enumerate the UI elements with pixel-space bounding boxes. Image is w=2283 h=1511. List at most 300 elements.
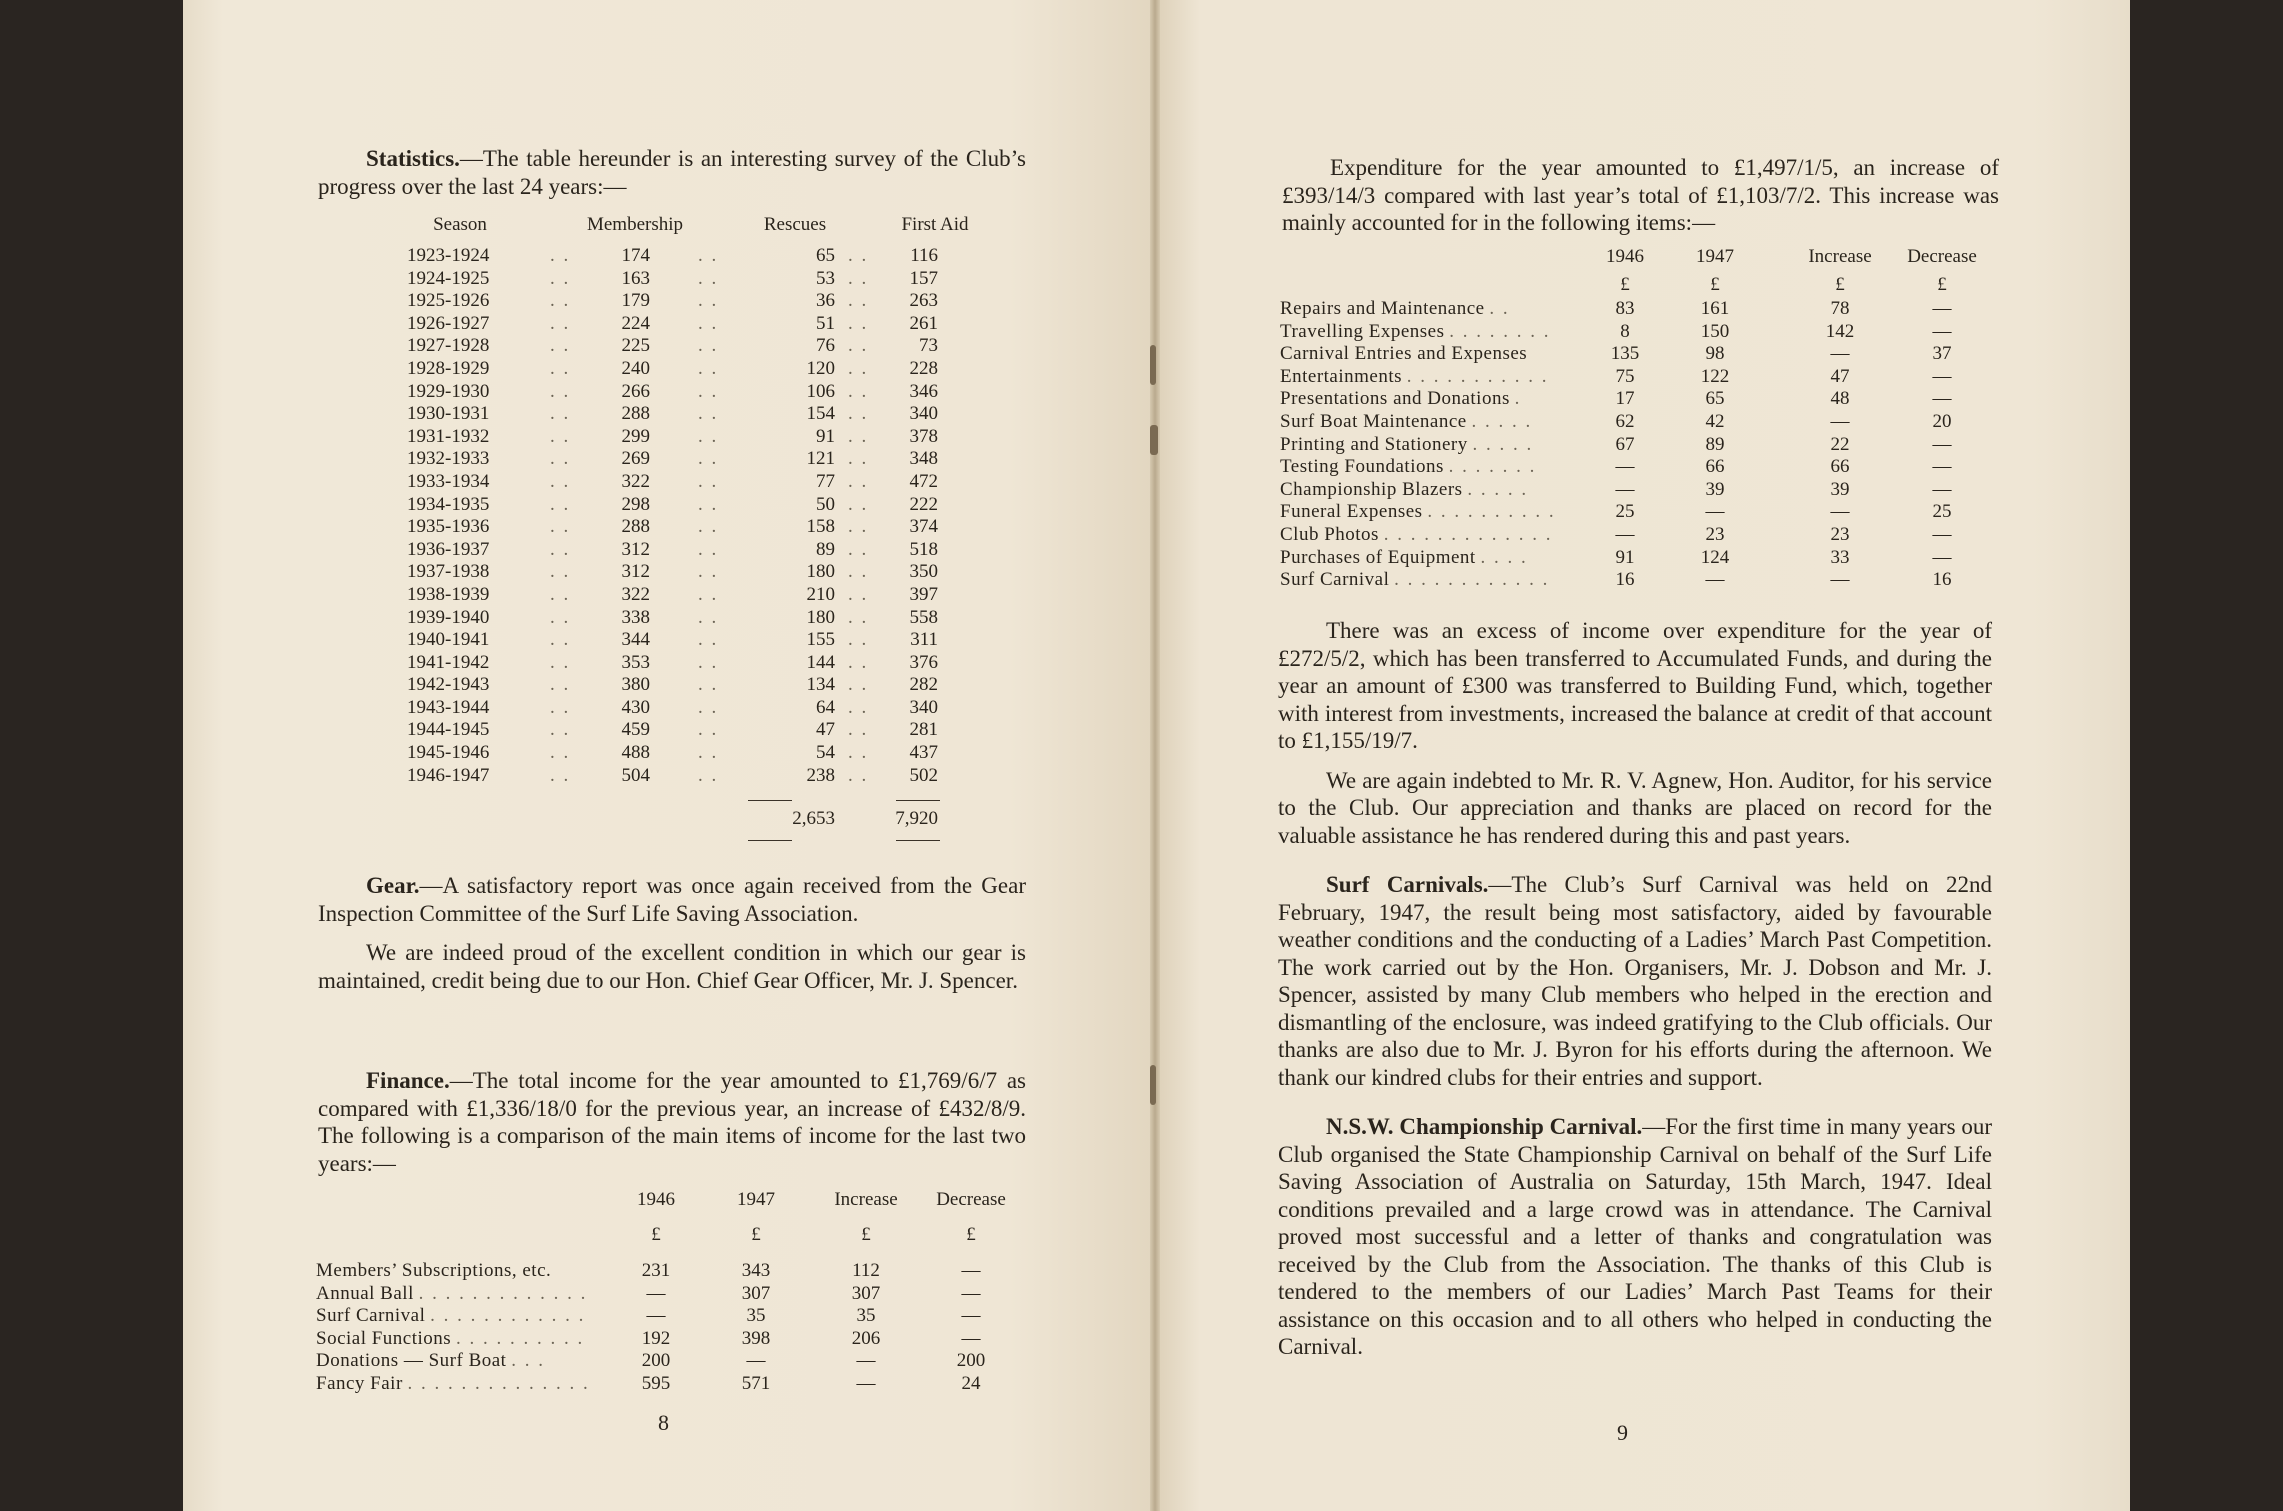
season-cell: 1939-1940 [407,606,490,628]
row-dots: . . [550,538,571,560]
rescues-cell: 89 [816,538,835,560]
rescues-cell: 47 [816,719,835,741]
gear-heading: Gear. [366,873,420,898]
value-1946: 135 [1610,343,1640,365]
row-dots: . . [848,583,869,605]
income-currency-1946: £ [651,1224,661,1245]
table-row [1280,456,2000,479]
table-row [316,1283,1036,1306]
row-dots: . . [550,561,571,583]
nsw-carnival-heading: N.S.W. Championship Carnival. [1326,1114,1643,1139]
item-label [1280,569,1580,592]
value-1946: — [646,1305,666,1327]
item-dots: . . . . . . . . . . . . . . [407,1372,590,1394]
row-dots: . . [698,583,719,605]
item-name: Members’ Subscriptions, etc. [316,1260,552,1281]
table-row [1280,388,2000,411]
membership-cell: 322 [621,583,650,605]
row-dots: . . [550,651,571,673]
first-aid-cell: 397 [909,583,938,605]
item-dots: . . . . . . . . . . [455,1327,585,1349]
item-name: Surf Carnival [1280,569,1390,591]
membership-cell: 312 [621,561,650,583]
first-aid-cell: 376 [909,651,938,673]
membership-cell: 288 [621,516,650,538]
table-row [300,742,1020,765]
row-dots: . . [848,719,869,741]
rescues-cell: 54 [816,742,835,764]
row-dots: . . [550,764,571,786]
value-decrease: 37 [1932,343,1952,365]
row-dots: . . [550,629,571,651]
row-dots: . . [550,606,571,628]
season-cell: 1941-1942 [407,651,490,673]
item-label [316,1373,616,1396]
value-decrease: — [1932,523,1952,545]
value-1947: 66 [1705,456,1725,478]
rescues-cell: 64 [816,696,835,718]
value-decrease: 24 [961,1372,981,1394]
row-dots: . . [550,719,571,741]
item-name: Purchases of Equipment [1280,546,1476,568]
statistics-table-header [300,214,1020,238]
rescues-cell: 180 [806,561,835,583]
first-aid-cell: 281 [909,719,938,741]
item-name: Annual Ball [316,1282,414,1304]
rescues-cell: 120 [806,357,835,379]
value-1947: 122 [1700,365,1730,387]
row-dots: . . [698,516,719,538]
item-dots: . . . . . [1471,410,1533,432]
value-1947: 35 [746,1305,766,1327]
value-1946: 8 [1620,320,1630,342]
binding-mark [1150,425,1158,455]
season-cell: 1933-1934 [407,470,490,492]
value-increase: 206 [851,1327,881,1349]
item-name: Social Functions [316,1327,452,1349]
first-aid-cell: 348 [909,448,938,470]
row-dots: . . [550,335,571,357]
season-cell: 1934-1935 [407,493,490,515]
first-aid-cell: 518 [909,538,938,560]
value-1946: — [1615,456,1635,478]
expenditure-currency-1946: £ [1620,274,1630,295]
row-dots: . . [550,380,571,402]
value-1946: — [1615,523,1635,545]
item-name: Travelling Expenses [1280,320,1445,342]
statistics-section [318,145,1026,200]
table-row [1280,411,2000,434]
table-row [300,584,1020,607]
value-decrease: 16 [1932,569,1952,591]
item-name: Printing and Stationery [1280,433,1468,455]
item-name: Donations — Surf Boat [316,1350,507,1372]
season-cell: 1927-1928 [407,335,490,357]
value-1947: — [746,1350,766,1372]
value-1946: — [1615,478,1635,500]
first-aid-total: 7,920 [895,808,938,829]
table-row [300,245,1020,268]
item-label [316,1283,616,1306]
statistics-text: —The table hereunder is an interesting survey of the Club’s progress over the last 24 years:— [318,146,1026,199]
row-dots: . . [550,742,571,764]
table-row [300,719,1020,742]
value-increase: 23 [1830,523,1850,545]
auditor-paragraph: We are again indebted to Mr. R. V. Agnew, Hon. Auditor, for his service to the Club. Our appreciation and thanks are placed on record for the valuable assistance he has rendered during this and past years. [1278,767,1992,848]
season-cell: 1928-1929 [407,357,490,379]
item-label [1280,343,1580,366]
membership-cell: 225 [621,335,650,357]
item-label [1280,321,1580,344]
row-dots: . . [550,425,571,447]
finance-paragraph [318,1067,1026,1177]
table-row [316,1305,1036,1328]
item-name: Surf Carnival [316,1305,426,1327]
first-aid-cell: 374 [909,516,938,538]
membership-cell: 240 [621,357,650,379]
item-dots: . . . . . . . [1448,456,1537,478]
first-aid-cell: 282 [909,674,938,696]
rescues-cell: 77 [816,470,835,492]
row-dots: . . [698,651,719,673]
item-dots: . . . . . . . . . . . . . [1383,523,1553,545]
membership-cell: 353 [621,651,650,673]
first-aid-cell: 558 [909,606,938,628]
membership-cell: 269 [621,448,650,470]
membership-cell: 504 [621,764,650,786]
binding-mark [1150,1065,1156,1105]
row-dots: . . [848,267,869,289]
item-name: Repairs and Maintenance [1280,298,1485,319]
value-increase: 33 [1830,546,1850,568]
season-cell: 1932-1933 [407,448,490,470]
excess-paragraph: There was an excess of income over expenditure for the year of £272/5/2, which has been transferred to Accumulated Funds, and during the year an amount of £300 was transferred to Building Fund, which, together with interest from investments, increased the balance at credit of that account to £1,155/19/7. [1278,618,1992,753]
season-cell: 1940-1941 [407,629,490,651]
first-aid-cell: 346 [909,380,938,402]
rescues-total-rule-bottom [748,840,792,841]
table-row [1280,321,2000,344]
row-dots: . . [848,516,869,538]
row-dots: . . [848,335,869,357]
table-row [300,516,1020,539]
row-dots: . . [848,380,869,402]
item-name: Surf Boat Maintenance [1280,410,1467,432]
row-dots: . . [848,493,869,515]
right-page-text [1278,617,1992,1361]
season-cell: 1937-1938 [407,561,490,583]
table-row [300,629,1020,652]
expenditure-currency-row [1280,274,2000,298]
table-row [300,358,1020,381]
table-row [300,652,1020,675]
item-name: Club Photos [1280,523,1379,545]
value-1946: 17 [1615,388,1635,410]
value-1947: — [1705,501,1725,523]
value-increase: 112 [852,1260,880,1281]
value-1947: — [1705,569,1725,591]
row-dots: . . [550,493,571,515]
header-season: Season [433,214,487,235]
item-name: Carnival Entries and Expenses [1280,343,1528,365]
row-dots: . . [698,425,719,447]
row-dots: . . [550,583,571,605]
gear-paragraph-2: We are indeed proud of the excellent condition in which our gear is maintained, credit being due to our Hon. Chief Gear Officer, Mr. J. Spencer. [318,940,1026,993]
season-cell: 1942-1943 [407,674,490,696]
item-dots: . . . . [1480,546,1528,568]
row-dots: . . [550,290,571,312]
rescues-cell: 155 [806,629,835,651]
membership-cell: 174 [621,245,650,266]
row-dots: . . [550,403,571,425]
income-currency-increase: £ [861,1224,871,1245]
table-row [300,290,1020,313]
season-cell: 1929-1930 [407,380,490,402]
expenditure-header-increase: Increase [1808,246,1872,267]
statistics-paragraph [318,145,1026,200]
item-dots: . . . . . . . . . . . [1406,365,1549,387]
value-decrease: 20 [1932,410,1952,432]
item-dots: . . [1489,298,1510,319]
row-dots: . . [550,470,571,492]
membership-cell: 380 [621,674,650,696]
row-dots: . . [698,629,719,651]
gear-text: —A satisfactory report was once again received from the Gear Inspection Committee of the Surf Life Saving Association. [318,873,1026,926]
value-increase: 39 [1830,478,1850,500]
rescues-cell: 106 [806,380,835,402]
rescues-cell: 121 [806,448,835,470]
value-1946: 67 [1615,433,1635,455]
item-label [316,1260,616,1283]
row-dots: . . [698,561,719,583]
surf-carnivals-text: —The Club’s Surf Carnival was held on 22nd February, 1947, the result being most satisfactory, aided by favourable weather conditions and the conducting of a Ladies’ March Past Competition. The work carried out by the Hon. Organisers, Mr. J. Dobson and Mr. J. Spencer, assisted by many Club members who helped in the erection and dismantling of the enclosure, was indeed gratifying to the Club officials. Our thanks are also due to Mr. J. Byron for his efforts during the afternoon. We thank our kindred clubs for their entries and support. [1278,872,1992,1090]
expenditure-header-1946: 1946 [1606,246,1644,267]
season-cell: 1931-1932 [407,425,490,447]
value-decrease: — [1932,388,1952,410]
expenditure-currency-decrease: £ [1937,274,1947,295]
table-row [300,765,1020,788]
item-dots: . . . . . [1472,433,1534,455]
value-decrease: — [1932,320,1952,342]
season-cell: 1925-1926 [407,290,490,312]
item-name: Championship Blazers [1280,478,1463,500]
row-dots: . . [550,245,571,266]
expenditure-currency-1947: £ [1710,274,1720,295]
row-dots: . . [848,629,869,651]
table-row [300,471,1020,494]
membership-cell: 322 [621,470,650,492]
table-row [1280,343,2000,366]
row-dots: . . [698,470,719,492]
table-row [300,674,1020,697]
first-aid-cell: 228 [909,357,938,379]
nsw-carnival-paragraph [1278,1113,1992,1361]
value-decrease: 200 [956,1350,986,1372]
expenditure-intro: Expenditure for the year amounted to £1,497/1/5, an increase of £393/14/3 compared with last year’s total of £1,103/7/2. This increase was mainly accounted for in the following items:— [1282,155,1999,235]
table-row [300,426,1020,449]
value-decrease: — [961,1260,981,1281]
membership-cell: 299 [621,425,650,447]
rescues-cell: 76 [816,335,835,357]
value-decrease: — [1932,433,1952,455]
item-dots: . . . . . [1467,478,1529,500]
item-label [1280,479,1580,502]
value-1946: 231 [641,1260,671,1281]
table-row [1280,479,2000,502]
rescues-cell: 180 [806,606,835,628]
row-dots: . . [550,357,571,379]
finance-section [318,1067,1026,1177]
value-1946: 62 [1615,410,1635,432]
expenditure-table-body [1280,298,2000,592]
finance-heading: Finance. [366,1068,450,1093]
item-label [1280,524,1580,547]
row-dots: . . [550,267,571,289]
membership-cell: 312 [621,538,650,560]
statistics-table-body [300,245,1020,787]
value-1946: 25 [1615,501,1635,523]
header-membership: Membership [586,214,684,235]
table-row [300,381,1020,404]
table-row [300,561,1020,584]
header-rescues: Rescues [763,214,827,235]
value-increase: — [1830,343,1850,365]
row-dots: . . [698,312,719,334]
rescues-cell: 158 [806,516,835,538]
item-label [316,1350,616,1373]
value-increase: — [1830,569,1850,591]
value-increase: 78 [1830,298,1850,319]
row-dots: . . [848,470,869,492]
item-label [1280,411,1580,434]
row-dots: . . [550,312,571,334]
income-header-1947: 1947 [737,1189,775,1210]
season-cell: 1924-1925 [407,267,490,289]
table-row [1280,547,2000,570]
row-dots: . . [848,290,869,312]
first-aid-cell: 73 [919,335,938,357]
value-1947: 124 [1700,546,1730,568]
expenditure-header-1947: 1947 [1696,246,1734,267]
table-row [300,494,1020,517]
row-dots: . . [848,403,869,425]
value-increase: 35 [856,1305,876,1327]
rescues-cell: 238 [806,764,835,786]
value-increase: — [856,1350,876,1372]
rescues-total: 2,653 [792,808,835,829]
row-dots: . . [698,719,719,741]
table-row [1280,524,2000,547]
table-row [300,403,1020,426]
value-1946: 91 [1615,546,1635,568]
table-row [300,268,1020,291]
item-dots: . . . . . . . . . . [1427,501,1556,523]
table-row [1280,434,2000,457]
value-decrease: 25 [1932,501,1952,523]
table-row [300,335,1020,358]
nsw-carnival-text: —For the first time in many years our Club organised the State Championship Carnival on behalf of the Surf Life Saving Association of Australia on Saturday, 15th March, 1947. Ideal conditions prevailed and a large crowd was in attendance. The Carnival proved most successful and a letter of thanks and congratulation was received by the Club from the Association. The thanks of this Club is tendered to the members of our Ladies’ March Past Teams for their assistance on this occasion and to all others who helped in conducting the Carnival. [1278,1114,1993,1359]
first-aid-cell: 378 [909,425,938,447]
item-dots: . . . . . . . . . . . . [1394,569,1550,591]
first-aid-cell: 311 [910,629,938,651]
season-cell: 1938-1939 [407,583,490,605]
value-increase: 142 [1825,320,1855,342]
value-1947: 571 [741,1372,771,1394]
season-cell: 1923-1924 [407,245,490,266]
value-decrease: — [1932,365,1952,387]
item-label [1280,298,1580,321]
income-currency-1947: £ [751,1224,761,1245]
header-first-aid: First Aid [901,214,969,235]
table-row [1280,366,2000,389]
item-dots: . . . [511,1350,545,1372]
expenditure-currency-increase: £ [1835,274,1845,295]
first-aid-cell: 472 [909,470,938,492]
value-increase: — [856,1372,876,1394]
finance-text: —The total income for the year amounted to £1,769/6/7 as compared with £1,336/18/0 for the previous year, an increase of £432/8/9. The following is a comparison of the main items of income for the last two years:— [318,1068,1026,1176]
value-decrease: — [1932,546,1952,568]
income-table-header [316,1189,1036,1213]
season-cell: 1936-1937 [407,538,490,560]
rescues-total-rule-top [748,800,792,801]
item-dots: . . . . . . . . [1449,320,1551,342]
statistics-totals [300,808,1020,832]
value-decrease: — [1932,298,1952,319]
value-1946: 595 [641,1372,671,1394]
value-decrease: — [961,1282,981,1304]
item-name: Fancy Fair [316,1372,403,1394]
value-1947: 398 [741,1327,771,1349]
expenditure-section [1282,154,1999,237]
book-gutter [1150,0,1160,1511]
row-dots: . . [698,742,719,764]
item-label [1280,434,1580,457]
item-dots: . [1514,388,1522,410]
row-dots: . . [550,516,571,538]
row-dots: . . [698,335,719,357]
row-dots: . . [550,696,571,718]
rescues-cell: 91 [816,425,835,447]
table-row [300,448,1020,471]
row-dots: . . [698,538,719,560]
item-label [1280,388,1580,411]
membership-cell: 266 [621,380,650,402]
income-header-increase: Increase [834,1189,898,1210]
value-decrease: — [961,1327,981,1349]
row-dots: . . [848,561,869,583]
item-dots: . . . . . . . . . . . . [430,1305,586,1327]
table-row [316,1328,1036,1351]
membership-cell: 298 [621,493,650,515]
membership-cell: 430 [621,696,650,718]
income-header-1946: 1946 [637,1189,675,1210]
rescues-cell: 134 [806,674,835,696]
season-cell: 1930-1931 [407,403,490,425]
membership-cell: 179 [621,290,650,312]
season-cell: 1945-1946 [407,742,490,764]
row-dots: . . [698,290,719,312]
row-dots: . . [698,764,719,786]
income-currency-row [316,1224,1036,1248]
first-aid-cell: 502 [909,764,938,786]
first-aid-cell: 340 [909,403,938,425]
value-increase: 307 [851,1282,881,1304]
value-1947: 150 [1700,320,1730,342]
row-dots: . . [698,674,719,696]
season-cell: 1926-1927 [407,312,490,334]
statistics-heading: Statistics. [366,146,460,171]
value-increase: 47 [1830,365,1850,387]
rescues-cell: 144 [806,651,835,673]
